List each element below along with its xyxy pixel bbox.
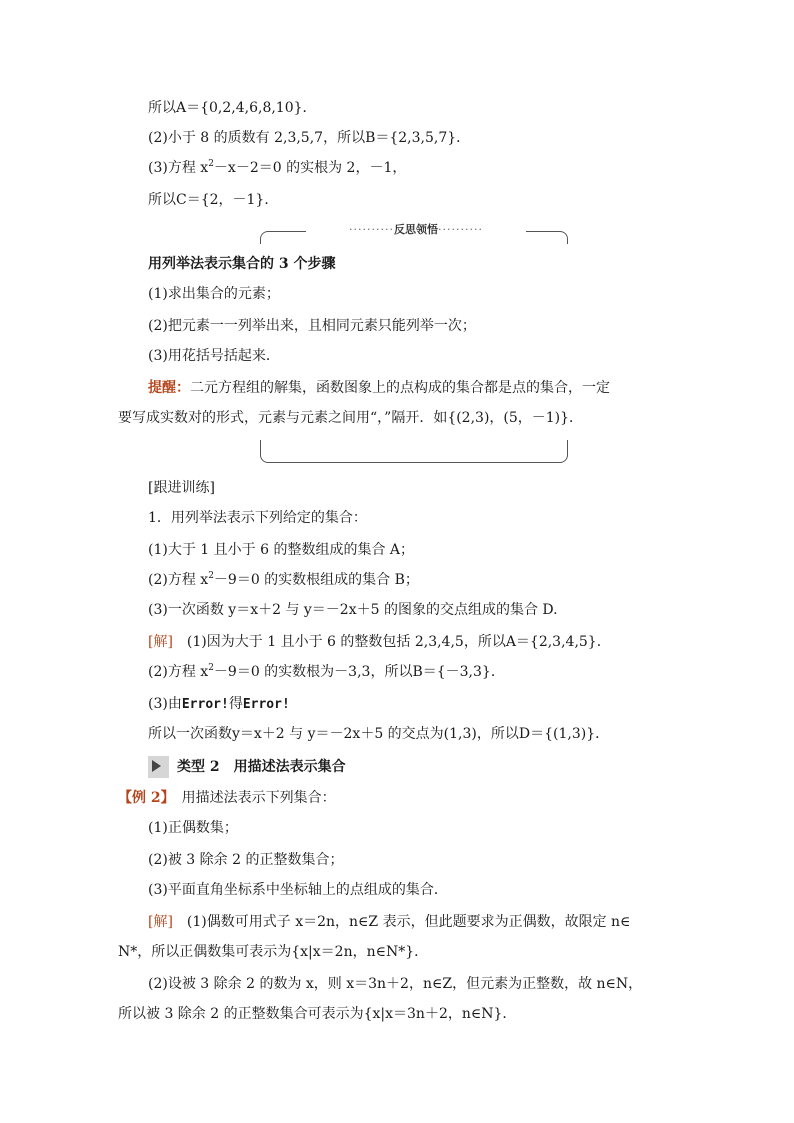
text-fragment: 得 bbox=[228, 696, 243, 712]
text-fragment: －9＝0 的实数根组成的集合 B； bbox=[213, 572, 419, 588]
reflect-box-bottom bbox=[260, 440, 568, 463]
question-item: (3)一次函数 y＝x＋2 与 y＝－2x＋5 的图象的交点组成的集合 D. bbox=[148, 602, 558, 618]
question-item bbox=[148, 570, 419, 590]
reminder-line: 要写成实数对的形式，元素与元素之间用“，”隔开．如{(2,3)，(5，－1)}． bbox=[118, 410, 584, 426]
text-fragment: (3)方程 x bbox=[148, 160, 209, 176]
reflect-title: 反思领悟 bbox=[394, 223, 438, 236]
error-text: Error! bbox=[181, 697, 229, 712]
section-heading bbox=[148, 756, 346, 778]
section-title: 类型 2 用描述法表示集合 bbox=[177, 759, 346, 775]
solution-text: (1)因为大于 1 且小于 6 的整数包括 2,3,4,5，所以A＝{2,3,4,5}． bbox=[172, 634, 611, 650]
superscript: 2 bbox=[208, 663, 214, 673]
solution-label: [解] bbox=[148, 914, 173, 930]
text-line: 所以C＝{2，－1}． bbox=[148, 192, 279, 208]
question-item: (1)大于 1 且小于 6 的整数组成的集合 A； bbox=[148, 542, 415, 558]
example-label: 【例 2】 bbox=[118, 790, 168, 806]
text-fragment: －9＝0 的实数根为－3,3，所以B＝{－3,3}． bbox=[213, 664, 505, 680]
step-item: (2)把元素一一列举出来，且相同元素只能列举一次； bbox=[148, 318, 476, 334]
superscript: 2 bbox=[208, 159, 214, 169]
solution-text: (1)偶数可用式子 x＝2n，n∈Z 表示，但此题要求为正偶数，故限定 n∈ bbox=[172, 914, 631, 930]
example-item: (1)正偶数集； bbox=[148, 820, 238, 836]
example-text: 用描述法表示下列集合： bbox=[167, 790, 336, 806]
dots-right: ·········· bbox=[438, 223, 483, 236]
solution-line: 所以一次函数y＝x＋2 与 y＝－2x＋5 的交点为(1,3)，所以D＝{(1,3)}． bbox=[148, 726, 610, 742]
step-item: (1)求出集合的元素； bbox=[148, 286, 280, 302]
solution-label: [解] bbox=[148, 634, 173, 650]
text-fragment: －x－2＝0 的实根为 2，－1， bbox=[213, 160, 407, 176]
text-fragment: (3)由 bbox=[148, 696, 182, 712]
example-item: (2)被 3 除余 2 的正整数集合； bbox=[148, 852, 344, 868]
reflect-box-title bbox=[306, 222, 526, 238]
reminder-text: 二元方程组的解集，函数图象上的点构成的集合都是点的集合，一定 bbox=[190, 380, 610, 396]
solution-line bbox=[148, 912, 630, 932]
text-line bbox=[148, 158, 406, 178]
reminder-line bbox=[148, 378, 610, 398]
practice-label: [跟进训练] bbox=[148, 480, 215, 496]
text-line: 所以A＝{0,2,4,6,8,10}． bbox=[148, 100, 317, 116]
example-line bbox=[118, 788, 336, 808]
solution-line bbox=[148, 632, 611, 652]
text-fragment: (2)方程 x bbox=[148, 572, 209, 588]
superscript: 2 bbox=[208, 571, 214, 581]
solution-line bbox=[148, 694, 290, 715]
solution-line: N*，所以正偶数集可表示为{x|x＝2n，n∈N*}． bbox=[118, 944, 429, 960]
solution-line: 所以被 3 除余 2 的正整数集合可表示为{x|x＝3n＋2，n∈N}． bbox=[118, 1006, 517, 1022]
dots-left: ·········· bbox=[349, 223, 394, 236]
error-text: Error! bbox=[242, 697, 290, 712]
solution-line bbox=[148, 662, 505, 682]
reminder-label: 提醒： bbox=[148, 380, 190, 396]
text-line: (2)小于 8 的质数有 2,3,5,7，所以B＝{2,3,5,7}． bbox=[148, 130, 471, 146]
step-item: (3)用花括号括起来． bbox=[148, 348, 280, 364]
play-icon bbox=[148, 756, 169, 778]
question: 1．用列举法表示下列给定的集合： bbox=[148, 510, 367, 526]
steps-heading: 用列举法表示集合的 3 个步骤 bbox=[148, 256, 336, 272]
example-item: (3)平面直角坐标系中坐标轴上的点组成的集合． bbox=[148, 882, 448, 898]
solution-line: (2)设被 3 除余 2 的数为 x，则 x＝3n＋2，n∈Z，但元素为正整数，故 n∈N， bbox=[148, 976, 643, 992]
text-fragment: (2)方程 x bbox=[148, 664, 209, 680]
